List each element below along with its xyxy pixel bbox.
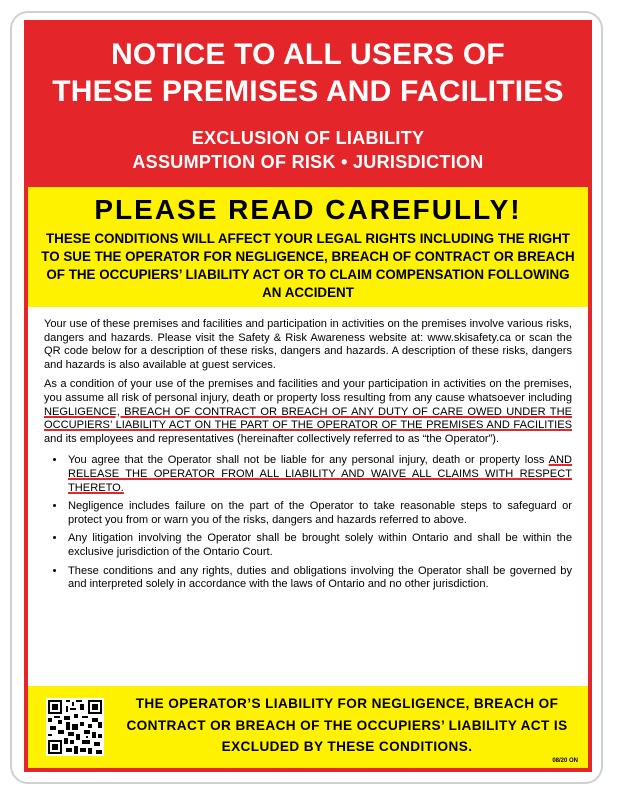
notice-subtitle (24, 126, 592, 174)
terms-content (44, 318, 572, 597)
list-item: • These conditions and any rights, duties and obligations involving the Operator shall be governed by and interpreted solely in accordance with the laws of Ontario and no other jurisdiction. (66, 565, 572, 592)
header-banner (24, 20, 592, 187)
notice-title (24, 36, 592, 110)
assumption-text-end: and its employees and representatives (hereinafter collectively referred to as “the Operator”). (44, 432, 500, 445)
subtitle-line-2: ASSUMPTION OF RISK • JURISDICTION (132, 152, 484, 172)
list-item: • Negligence includes failure on the part of the Operator to take reasonable steps to safeguard or protect you from or warn you of the risks, dangers and hazards referred to above. (66, 500, 572, 527)
conditions-list (44, 454, 572, 591)
assumption-text-start: As a condition of your use of the premises and facilities and your participation in activities on the premises, you assume all risk of personal injury, death or property loss resulting from any cause whatsoever including (44, 378, 572, 404)
qr-code-icon[interactable] (46, 698, 104, 756)
release-clause: AND RELEASE THE OPERATOR FROM ALL LIABILITY AND WAIVE ALL CLAIMS WITH RESPECT THERETO. (68, 454, 572, 494)
terms-panel (24, 307, 592, 686)
title-line-2: THESE PREMISES AND FACILITIES (52, 75, 564, 108)
subtitle-line-1: EXCLUSION OF LIABILITY (191, 128, 425, 148)
list-item: • Any litigation involving the Operator shall be brought solely within Ontario and shall be within the exclusive jurisdiction of the Ontario Court. (66, 532, 572, 559)
footer-panel (24, 686, 592, 772)
warning-text: THESE CONDITIONS WILL AFFECT YOUR LEGAL RIGHTS INCLUDING THE RIGHT TO SUE THE OPERATOR FOR NEGLIGENCE, BREACH OF CONTRACT OR BREACH OF THE OCCUPIERS’ LIABILITY ACT OR TO CLAIM COMPENSATION FOLLOWING AN ACCIDENT (41, 231, 575, 300)
assumption-paragraph (44, 378, 572, 446)
release-text-start: You agree that the Operator shall not be liable for any personal injury, death or property loss (68, 454, 549, 467)
sign-code: 08/20 ON (552, 758, 578, 764)
warning-panel (24, 187, 592, 307)
title-line-1: NOTICE TO ALL USERS OF (111, 38, 505, 71)
intro-paragraph: Your use of these premises and facilities and participation in activities on the premises involve various risks, dangers and hazards. Please visit the Safety & Risk Awareness website at: www.skisafety.ca or scan the QR code below for a description of these risks, dangers and hazards. A description of these risks, dangers and hazards is also available at guest services. (44, 318, 572, 371)
liability-statement: THE OPERATOR’S LIABILITY FOR NEGLIGENCE, BREACH OF CONTRACT OR BREACH OF THE OCCUPIERS’ LIABILITY ACT IS EXCLUDED BY THESE CONDITIONS. (126, 696, 568, 754)
negligence-clause: NEGLIGENCE, BREACH OF CONTRACT OR BREACH OF ANY DUTY OF CARE OWED UNDER THE OCCUPIERS’ LIABILITY ACT ON THE PART OF THE OPERATOR OF THE PREMISES AND FACILITIES (44, 405, 572, 432)
please-read-heading: PLEASE READ CAREFULLY! (94, 194, 522, 225)
list-item (66, 454, 572, 495)
